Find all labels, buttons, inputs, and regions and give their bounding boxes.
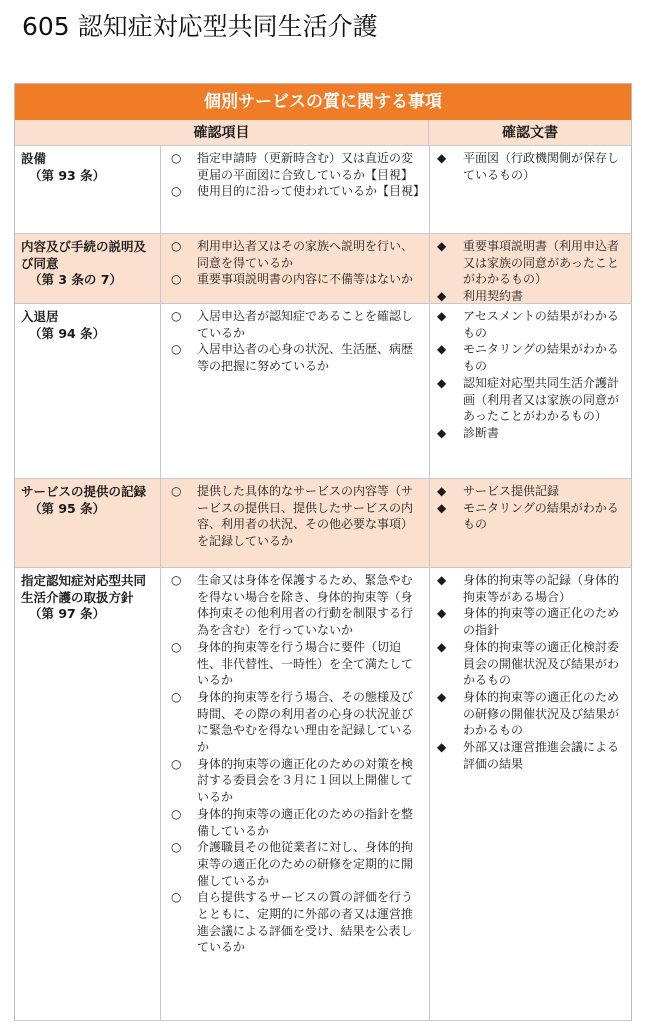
check-items-cell (160, 304, 430, 478)
circle-icon: ○ (171, 151, 182, 165)
row-heading-article: （第 97 条） (29, 606, 106, 621)
document-item-text: 身体的拘束等の適正化のための研修の開催状況及び結果がわかるもの (463, 689, 620, 738)
check-item-text: 入居申込者が認知症であることを確認しているか (197, 309, 414, 340)
page-title: 605 認知症対応型共同生活介護 (22, 12, 378, 41)
document-item-text: モニタリングの結果がわかるもの (463, 500, 619, 532)
row-heading-article: （第 94 条） (29, 325, 106, 341)
diamond-icon: ◆ (437, 573, 447, 587)
table-row (15, 568, 631, 1021)
check-item-text: 利用申込者又はその家族へ説明を行い、同意を得ているか (197, 239, 414, 270)
check-item (171, 889, 423, 956)
table-row (15, 479, 631, 568)
documents-cell (429, 568, 629, 772)
row-heading-name: 入退居 (21, 309, 59, 324)
document-item-text: 利用契約書 (463, 289, 524, 304)
document-item (437, 689, 623, 739)
document-item (437, 639, 623, 689)
check-item (171, 271, 423, 288)
check-item (171, 183, 426, 200)
check-item (171, 341, 423, 374)
diamond-icon: ◆ (437, 375, 447, 390)
row-heading-name: 指定認知症対応型共同生活介護の取扱方針 (21, 573, 147, 605)
circle-icon: ○ (171, 342, 182, 357)
document-item-text: 身体的拘束等の適正化検討委員会の開催状況及び結果がわかるもの (463, 639, 620, 688)
document-item (437, 739, 623, 772)
check-item (171, 806, 423, 839)
check-item (171, 839, 423, 889)
diamond-icon: ◆ (437, 500, 447, 515)
documents-cell (429, 146, 629, 183)
diamond-icon: ◆ (437, 425, 447, 440)
row-heading (21, 573, 157, 623)
document-item (437, 308, 623, 341)
circle-icon: ○ (171, 309, 182, 323)
check-items-cell (160, 234, 430, 303)
check-item-text: 自ら提供するサービスの質の評価を行うとともに、定期的に外部の者又は運営推進会議による評価を受け、結果を公表しているか (197, 890, 414, 955)
document-item-text: 平面図（行政機関側が保存しているもの） (463, 151, 620, 182)
document-item (437, 572, 623, 605)
document-item-text: 診断書 (463, 425, 500, 440)
table-row (15, 146, 631, 234)
check-item-text: 身体的拘束等の適正化のための対策を検討する委員会を３月に１回以上開催しているか (197, 756, 414, 805)
diamond-icon: ◆ (437, 151, 447, 165)
check-item (171, 150, 423, 183)
documents-cell (429, 234, 629, 305)
row-heading-article: （第 3 条の 7） (29, 272, 122, 287)
check-items-cell (160, 479, 430, 567)
check-item (171, 572, 423, 639)
diamond-icon: ◆ (437, 309, 447, 323)
document-item (437, 425, 623, 442)
row-heading (21, 151, 157, 184)
diamond-icon: ◆ (437, 239, 447, 253)
circle-icon: ○ (171, 272, 182, 287)
inspection-table (14, 83, 632, 1021)
check-items-cell (160, 568, 430, 1020)
table-banner: 個別サービスの質に関する事項 (15, 84, 631, 120)
check-item-text: 重要事項説明書の内容に不備等はないか (197, 272, 414, 287)
document-item-text: サービス提供記録 (463, 484, 560, 498)
column-header-docs: 確認文書 (429, 120, 631, 146)
document-item-text: アセスメントの結果がわかるもの (463, 309, 619, 340)
document-item (437, 238, 623, 288)
circle-icon: ○ (171, 806, 182, 821)
diamond-icon: ◆ (437, 689, 447, 704)
diamond-icon: ◆ (437, 740, 447, 755)
circle-icon: ○ (171, 239, 182, 253)
table-row (15, 234, 631, 304)
document-item (437, 483, 623, 500)
row-heading (21, 309, 157, 342)
check-item (171, 689, 423, 756)
diamond-icon: ◆ (437, 289, 447, 304)
check-item-text: 身体的拘束等の適正化のための指針を整備しているか (197, 806, 414, 838)
check-item-text: 介護職員その他従業者に対し、身体的拘束等の適正化のための研修を定期的に開催しているか (197, 840, 414, 888)
row-heading-article: （第 95 条） (29, 500, 106, 516)
diamond-icon: ◆ (437, 606, 447, 621)
row-heading-name: 設備 (21, 151, 47, 166)
check-item (171, 483, 423, 550)
document-item-text: モニタリングの結果がわかるもの (463, 342, 619, 374)
table-row (15, 304, 631, 479)
circle-icon: ○ (171, 840, 182, 855)
diamond-icon: ◆ (437, 342, 447, 357)
check-item (171, 308, 423, 341)
circle-icon: ○ (171, 890, 182, 905)
check-item-text: 生命又は身体を保護するため、緊急やむを得ない場合を除き、身体的拘束等（身体拘束その他利用者の行動を制限する行為を含む）を行っていないか (197, 573, 414, 638)
column-header-items: 確認項目 (15, 120, 429, 146)
circle-icon: ○ (171, 639, 182, 654)
check-item-text: 身体的拘束等を行う場合に要件（切迫性、非代替性、一時性）を全て満たしているか (197, 639, 414, 688)
check-item-text: 提供した具体的なサービスの内容等（サービスの提供日、提供したサービスの内容、利用者の状況、その他必要な事項）を記録しているか (197, 484, 414, 549)
document-item-text: 重要事項説明書（利用申込者又は家族の同意があったことがわかるもの） (463, 239, 620, 287)
circle-icon: ○ (171, 184, 182, 199)
diamond-icon: ◆ (437, 484, 447, 498)
row-heading-name: サービスの提供の記録 (21, 484, 147, 499)
row-heading (21, 239, 157, 289)
check-item (171, 639, 423, 689)
document-item-text: 身体的拘束等の適正化のための指針 (463, 606, 620, 638)
check-item-text: 身体的拘束等を行う場合、その態様及び時間、その際の利用者の心身の状況並びに緊急やむを得ない理由を記録しているか (197, 689, 414, 755)
check-item (171, 238, 423, 271)
check-item-text: 使用目的に沿って使われているか【目視】 (197, 184, 426, 199)
row-heading (21, 484, 157, 517)
document-item-text: 身体的拘束等の記録（身体的拘束等がある場合） (463, 573, 620, 604)
documents-cell (429, 304, 629, 442)
document-item (437, 605, 623, 638)
circle-icon: ○ (171, 756, 182, 771)
row-heading-name: 内容及び手続の説明及び同意 (21, 239, 147, 271)
row-heading-article: （第 93 条） (29, 167, 106, 183)
circle-icon: ○ (171, 573, 182, 587)
document-item (437, 341, 623, 374)
check-item-text: 入居申込者の心身の状況、生活歴、病歴等の把握に努めているか (197, 342, 414, 374)
document-item (437, 150, 623, 183)
document-item (437, 288, 623, 305)
document-item-text: 認知症対応型共同生活介護計画（利用者又は家族の同意があったことがわかるもの） (463, 375, 620, 424)
document-item-text: 外部又は運営推進会議による評価の結果 (463, 740, 620, 771)
check-item (171, 756, 423, 806)
circle-icon: ○ (171, 484, 182, 498)
check-item-text: 指定申請時（更新時含む）又は直近の変更届の平面図に合致しているか【目視】 (197, 151, 414, 182)
diamond-icon: ◆ (437, 639, 447, 654)
documents-cell (429, 479, 629, 533)
document-item (437, 500, 623, 533)
document-item (437, 375, 623, 425)
check-items-cell (160, 146, 430, 233)
circle-icon: ○ (171, 689, 182, 704)
